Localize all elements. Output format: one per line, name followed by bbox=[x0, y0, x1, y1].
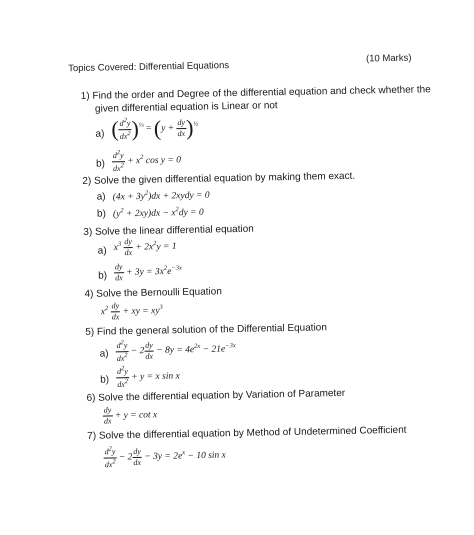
q3-part-b-equation: $\frac{dy}{dx}$ + $3y = 3x^2e^{-3x}$ bbox=[114, 262, 182, 283]
q6-equation: $\frac{dy}{dx}$ + y = cot x bbox=[103, 405, 158, 426]
q5-part-a-equation: $\frac{d^2y}{dx^2}$ − 2 $\frac{dy}{dx}$ − $8y = 4e^{2x} - 21e^{-3x}$ bbox=[116, 339, 236, 363]
q1-text-line1: 1) Find the order and Degree of the differential equation and check whether the bbox=[80, 84, 431, 102]
q2-part-a-label: a) bbox=[96, 191, 106, 203]
q3-part-a-equation: $x^3$ $\frac{dy}{dx}$ + $2x^2y = 1$ bbox=[113, 237, 177, 258]
q1-part-a-label: a) bbox=[95, 128, 105, 140]
q7-text: 7) Solve the differential equation by Method of Undetermined Coefficient bbox=[87, 424, 407, 442]
q4-text: 4) Solve the Bernoulli Equation bbox=[84, 286, 222, 300]
q2-part-a-equation: $(4x + 3y^2)dx$ + 2xydy = 0 bbox=[112, 189, 210, 203]
q5-part-a-label: a) bbox=[99, 348, 109, 360]
q5-part-b-equation: $\frac{d^2y}{dx^2}$ + y = x sin x bbox=[116, 365, 180, 389]
q2-text: 2) Solve the given differential equation by making them exact. bbox=[82, 170, 356, 187]
marks-label: (10 Marks) bbox=[365, 52, 412, 65]
q4-equation: $x^2$ $\frac{dy}{dx}$ + xy = $xy^3$ bbox=[100, 301, 163, 322]
q1-part-a-equation: ( $\frac{d^2y}{dx^2}$ )$^{\frac{1}{3}}$ = (y + $\frac{dy}{dx}$ )$^{\frac{1}{2}}$ bbox=[111, 114, 199, 142]
topics-heading: Topics Covered: Differential Equations bbox=[68, 60, 230, 75]
q1-part-b-equation: $\frac{d^2y}{dx^2}$ + $x^2$ cos y = 0 bbox=[112, 149, 182, 173]
q2-part-b-label: b) bbox=[96, 208, 107, 220]
q2-part-b-equation: $(y^2 + 2xy)dx - x^2dy = 0$ bbox=[112, 206, 204, 220]
q5-part-b-label: b) bbox=[100, 374, 110, 386]
q3-part-a-label: a) bbox=[97, 245, 107, 257]
q3-text: 3) Solve the linear differential equation bbox=[83, 223, 254, 238]
q5-text: 5) Find the general solution of the Differential Equation bbox=[85, 322, 327, 338]
q7-equation: $\frac{d^2y}{dx^2}$ − 2 $\frac{dy}{dx}$ − $3y = 2e^x - 10$ sin x bbox=[104, 445, 226, 469]
q1-part-b-label: b) bbox=[95, 158, 106, 170]
q1-text-line2: given differential equation is Linear or not bbox=[94, 100, 278, 115]
q3-part-b-label: b) bbox=[98, 270, 108, 282]
q6-text: 6) Solve the differential equation by Variation of Parameter bbox=[86, 387, 346, 404]
